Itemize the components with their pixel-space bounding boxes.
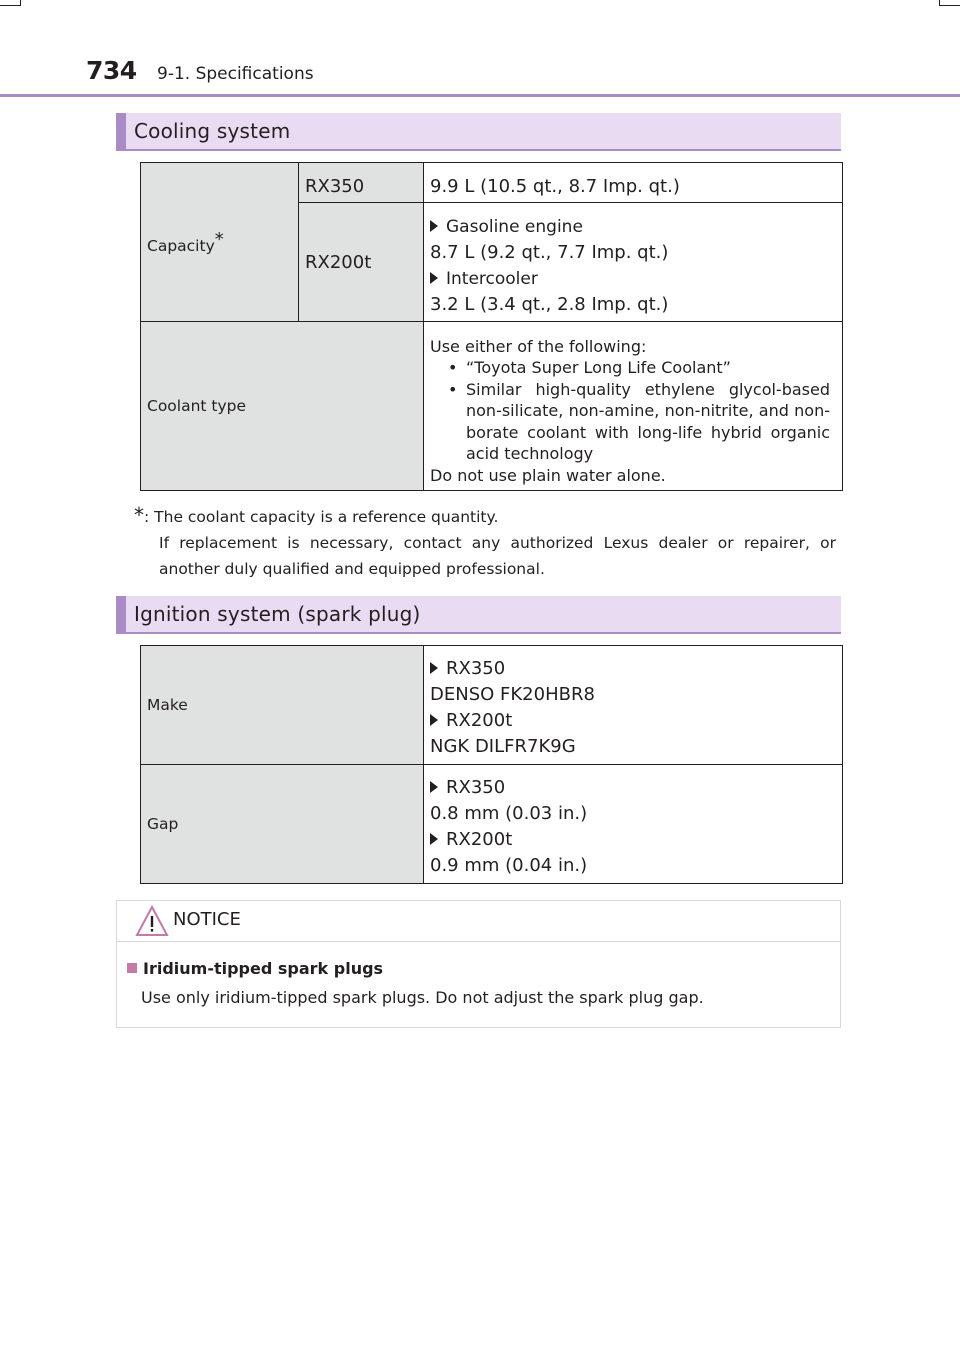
gap-rx350-value: 0.8 mm (0.03 in.) <box>430 803 588 824</box>
coolant-list <box>430 357 830 465</box>
coolant-warning: Do not use plain water alone. <box>430 465 666 485</box>
page-header <box>0 0 960 100</box>
table-row <box>141 322 843 491</box>
rx200t-value-cell <box>424 203 843 322</box>
triangle-bullet-icon <box>430 781 438 793</box>
intercooler-capacity: 3.2 L (3.4 qt., 2.8 Imp. qt.) <box>430 294 669 315</box>
notice-item-heading <box>127 959 383 978</box>
notice-header <box>117 901 840 942</box>
coolant-type-value-cell <box>424 322 843 491</box>
rx350-value-cell <box>424 163 843 203</box>
gap-rx350-label: RX350 <box>446 777 506 798</box>
gasoline-engine-label: Gasoline engine <box>446 217 583 237</box>
capacity-footnote-mark: * <box>214 228 224 250</box>
coolant-option: Similar high-quality ethylene glycol-based non-silicate, non-amine, non-nitrite, and non-borate coolant with long-life hybrid organic acid technology <box>466 379 830 464</box>
capacity-footnote <box>134 502 836 582</box>
gap-label: Gap <box>147 815 179 833</box>
make-rx350-heading <box>430 656 836 682</box>
notice-item-text: Use only iridium-tipped spark plugs. Do not adjust the spark plug gap. <box>141 988 704 1007</box>
footnote-text: : The coolant capacity is a reference quantity. <box>144 508 499 526</box>
rx200t-label: RX200t <box>305 251 372 273</box>
section-label: 9-1. Specifications <box>157 64 314 84</box>
make-value-cell <box>424 646 843 765</box>
bullet-dot-icon: • <box>448 379 458 399</box>
capacity-label: Capacity <box>147 237 215 256</box>
ignition-table <box>140 645 843 884</box>
coolant-intro: Use either of the following: <box>430 336 647 356</box>
make-label: Make <box>147 696 188 714</box>
make-rx350-label: RX350 <box>446 658 506 679</box>
footnote-line <box>134 502 836 530</box>
page-number: 734 <box>86 56 137 85</box>
header-rule <box>0 94 960 97</box>
gasoline-engine-capacity: 8.7 L (9.2 qt., 7.7 Imp. qt.) <box>430 242 669 263</box>
list-item <box>430 357 830 379</box>
triangle-bullet-icon <box>430 833 438 845</box>
intercooler-heading <box>430 266 836 292</box>
make-label-cell <box>141 646 424 765</box>
cooling-table <box>140 162 843 491</box>
triangle-bullet-icon <box>430 272 438 284</box>
ignition-section-heading <box>116 596 841 634</box>
capacity-label-cell <box>141 163 299 322</box>
footnote-mark: * <box>134 503 144 527</box>
coolant-option: “Toyota Super Long Life Coolant” <box>466 358 731 378</box>
rx350-label: RX350 <box>305 176 365 197</box>
table-row <box>141 646 843 765</box>
intercooler-label: Intercooler <box>446 269 538 289</box>
list-item <box>430 379 830 465</box>
notice-title: NOTICE <box>173 909 241 930</box>
bullet-dot-icon: • <box>448 358 458 378</box>
make-rx350-plug: DENSO FK20HBR8 <box>430 684 595 705</box>
triangle-bullet-icon <box>430 220 438 232</box>
cooling-section-heading <box>116 113 841 151</box>
coolant-type-label: Coolant type <box>147 397 247 415</box>
make-rx200t-plug: NGK DILFR7K9G <box>430 736 576 757</box>
table-row <box>141 765 843 884</box>
table-row <box>141 163 843 203</box>
notice-box <box>116 900 841 1028</box>
footnote-body: If replacement is necessary, contact any authorized Lexus dealer or repairer, or another duly qualified and equipped professional. <box>159 534 836 578</box>
gap-rx200t-heading <box>430 827 836 853</box>
gasoline-engine-heading <box>430 214 836 240</box>
triangle-bullet-icon <box>430 714 438 726</box>
gap-rx200t-label: RX200t <box>446 829 513 850</box>
gap-label-cell <box>141 765 424 884</box>
warning-triangle-icon <box>135 905 169 937</box>
triangle-bullet-icon <box>430 662 438 674</box>
rx200t-label-cell <box>299 203 424 322</box>
cooling-section-title: Cooling system <box>134 119 291 143</box>
gap-rx350-heading <box>430 775 836 801</box>
gap-value-cell <box>424 765 843 884</box>
coolant-type-label-cell <box>141 322 424 491</box>
notice-item-title: Iridium-tipped spark plugs <box>143 959 384 978</box>
ignition-section-title: Ignition system (spark plug) <box>134 602 421 626</box>
gap-rx200t-value: 0.9 mm (0.04 in.) <box>430 855 588 876</box>
rx350-capacity: 9.9 L (10.5 qt., 8.7 Imp. qt.) <box>430 176 680 197</box>
square-bullet-icon <box>127 963 137 973</box>
make-rx200t-label: RX200t <box>446 710 513 731</box>
make-rx200t-heading <box>430 708 836 734</box>
rx350-label-cell <box>299 163 424 203</box>
